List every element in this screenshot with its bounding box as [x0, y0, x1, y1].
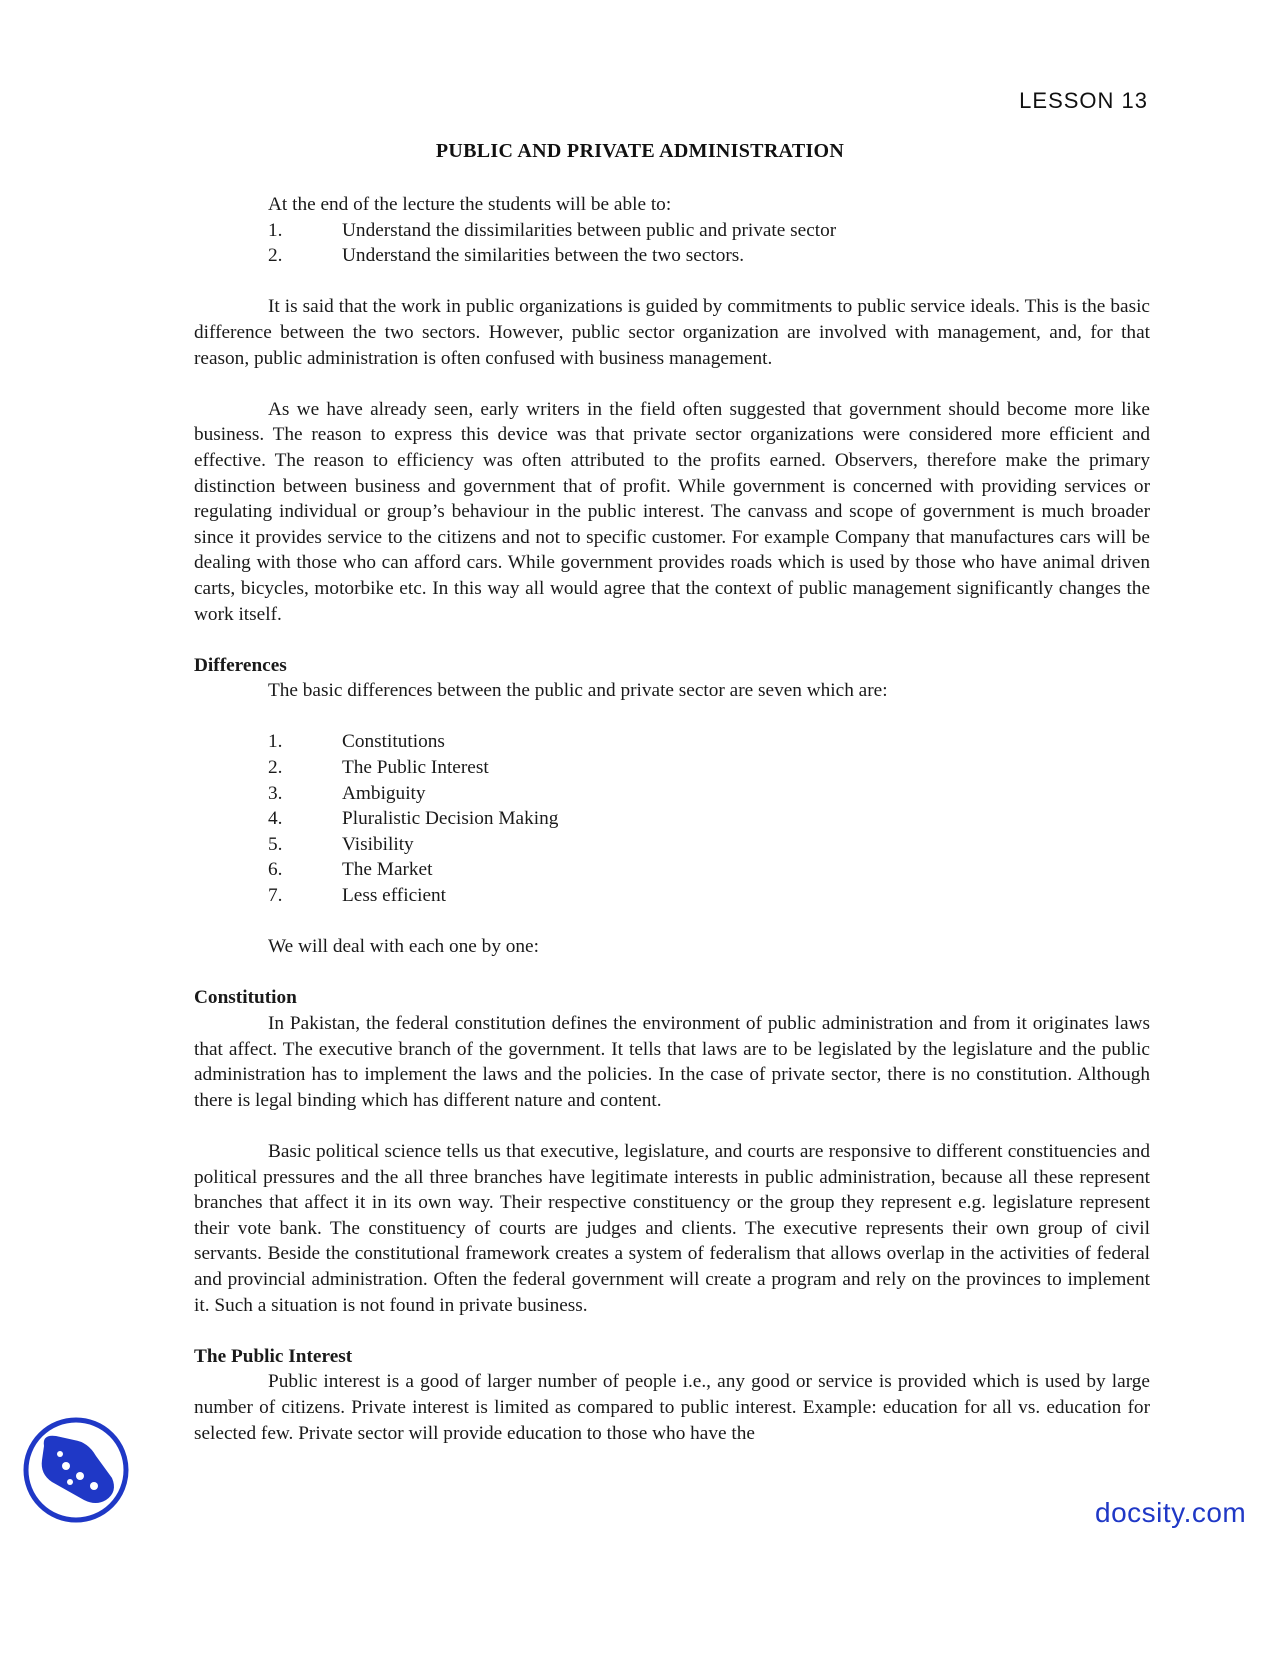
section-heading-public-interest: The Public Interest — [194, 1345, 353, 1367]
docsity-watermark[interactable]: docsity.com — [1095, 1497, 1247, 1528]
list-item — [268, 729, 1150, 755]
section-heading-differences: Differences — [194, 654, 287, 676]
list-number: 2. — [268, 245, 283, 267]
list-item — [268, 218, 1150, 244]
list-text: Visibility — [342, 833, 414, 855]
list-number: 6. — [268, 859, 283, 881]
section-heading-constitution: Constitution — [194, 987, 297, 1009]
list-number: 2. — [268, 757, 283, 779]
list-number: 7. — [268, 885, 283, 907]
list-number: 1. — [268, 731, 283, 753]
page-title: PUBLIC AND PRIVATE ADMINISTRATION — [435, 140, 845, 162]
list-number: 1. — [268, 219, 283, 241]
paragraph: In Pakistan, the federal constitution defines the environment of public administration and from it originates laws that affect. The executive branch of the government. It tells that laws are to be legislated by the legislature and the public administration has to implement the laws and the policies. In the case of private sector, there is no constitution. Although there is legal binding which has different nature and content. — [194, 1013, 1150, 1111]
paragraph: It is said that the work in public organizations is guided by commitments to public service ideals. This is the basic difference between the two sectors. However, public sector organization are involved with management, and, for that reason, public administration is often confused with business management. — [194, 296, 1150, 369]
list-item — [268, 806, 1150, 832]
differences-list — [268, 729, 1150, 908]
list-text: The Market — [342, 859, 433, 881]
list-item — [268, 781, 1150, 807]
list-item — [268, 857, 1150, 883]
differences-intro: The basic differences between the public and private sector are seven which are: — [268, 680, 888, 702]
list-text: Less efficient — [342, 885, 447, 907]
list-item — [268, 832, 1150, 858]
list-text: Constitutions — [342, 731, 445, 753]
differences-outro: We will deal with each one by one: — [268, 936, 539, 958]
document-body — [194, 192, 1150, 1446]
objectives-intro: At the end of the lecture the students will be able to: — [268, 194, 672, 215]
list-number: 3. — [268, 782, 283, 804]
list-number: 5. — [268, 833, 283, 855]
paragraph: As we have already seen, early writers in the field often suggested that government should become more like business. The reason to express this device was that private sector organizations were considered more efficient and effective. The reason to efficiency was often attributed to the profits earned. Observers, therefore make the primary distinction between business and government that of profit. While government is concerned with providing services or regulating individual or group’s behaviour in the public interest. The canvass and scope of government is much broader since it provides service to the citizens and not to specific customer. For example Company that manufactures cars will be dealing with those who can afford cars. While government provides roads which is used by those who have animal driven carts, bicycles, motorbike etc. In this way all would agree that the context of public management significantly changes the work itself. — [194, 398, 1150, 625]
list-text: Ambiguity — [342, 782, 426, 804]
list-number: 4. — [268, 808, 283, 830]
list-item — [268, 883, 1150, 909]
objectives-list — [268, 218, 1150, 269]
paragraph: Basic political science tells us that executive, legislature, and courts are responsive to different constituencies and political pressures and the all three branches have legitimate interests in public administration, because all these represent branches that affect it in its own way. Their respective constituency or the group they represent e.g. legislature represent their vote bank. The constituency of courts are judges and clients. The executive represents their own group of civil servants. Beside the constitutional framework creates a system of federalism that allows overlap in the activities of federal and provincial administration. Often the federal government will create a program and rely on the provinces to implement it. Such a situation is not found in private business. — [194, 1140, 1150, 1316]
docsity-logo-icon — [22, 1416, 130, 1524]
list-item — [268, 243, 1150, 269]
lesson-number: LESSON 13 — [1019, 88, 1148, 113]
list-text: The Public Interest — [342, 757, 489, 779]
paragraph: Public interest is a good of larger number of people i.e., any good or service is provided which is used by large number of citizens. Private interest is limited as compared to public interest. Example: education for all vs. education for selected few. Private sector will provide education to those who have the — [194, 1371, 1150, 1444]
list-text: Understand the similarities between the two sectors. — [342, 245, 745, 267]
list-text: Understand the dissimilarities between public and private sector — [342, 219, 837, 241]
list-text: Pluralistic Decision Making — [342, 808, 559, 830]
list-item — [268, 755, 1150, 781]
